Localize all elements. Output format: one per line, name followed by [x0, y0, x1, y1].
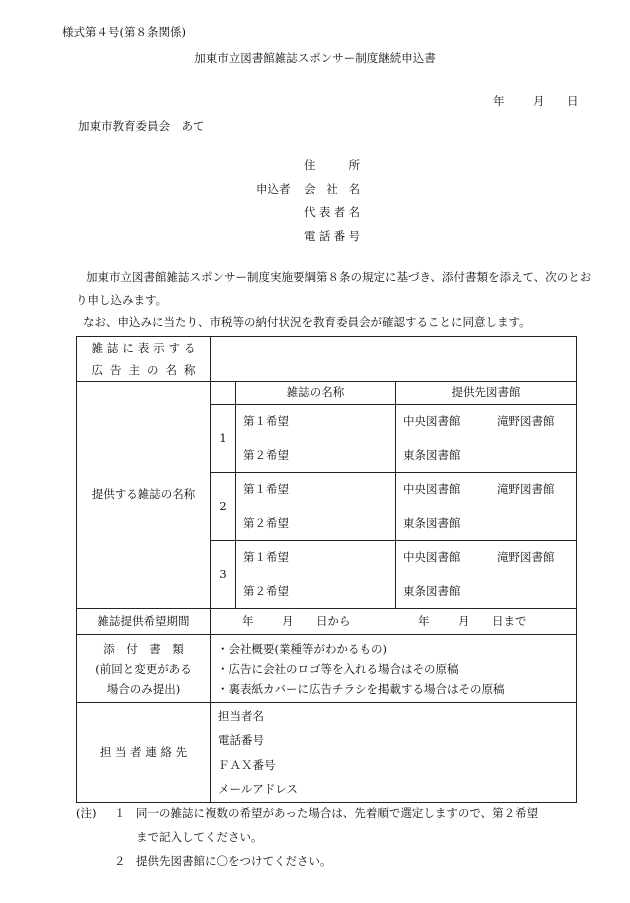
note-number: １ [114, 806, 126, 820]
group-number: 2 [211, 473, 236, 541]
library-choice[interactable]: 中央図書館 滝野図書館 [396, 405, 577, 439]
number-header-cell [211, 382, 236, 405]
library-choice[interactable]: 東条図書館 [396, 575, 577, 609]
document-title: 加東市立図書館雑誌スポンサー制度継続申込書 [194, 51, 436, 65]
group-number: 3 [211, 541, 236, 609]
library-choice[interactable]: 東条図書館 [396, 507, 577, 541]
date-year: 年 [493, 94, 505, 108]
date-day: 日 [567, 94, 579, 108]
library-choice[interactable]: 中央図書館 滝野図書館 [396, 541, 577, 575]
attachment-item: ・広告に会社のロゴ等を入れる場合はその原稿 [217, 661, 459, 676]
contact-fax-field[interactable]: ＦＡＸ番号 [218, 757, 276, 772]
choice-field[interactable]: 第２希望 [236, 439, 396, 473]
attachment-item: ・裏表紙カバーに広告チラシを掲載する場合はその原稿 [217, 681, 505, 696]
contact-email-field[interactable]: メールアドレス [218, 782, 298, 796]
date-line [493, 96, 579, 108]
attachment-item: ・会社概要(業種等がわかるもの) [217, 641, 387, 656]
applicant-block [256, 160, 360, 254]
library-choice[interactable]: 中央図書館 滝野図書館 [396, 473, 577, 507]
attachments-list [211, 635, 577, 703]
choice-field[interactable]: 第２希望 [236, 507, 396, 541]
attachments-label: 添 付 書 類 (前回と変更がある 場合のみ提出) [77, 635, 211, 703]
period-label: 雑誌提供希望期間 [77, 609, 211, 635]
applicant-role-label: 申込者 [256, 181, 291, 196]
notes-mark: (注) [76, 806, 97, 820]
magazine-label: 提供する雑誌の名称 [77, 382, 211, 609]
group-number: 1 [211, 405, 236, 473]
contact-phone-field[interactable]: 電話番号 [218, 733, 264, 747]
col-magazine-header: 雑誌の名称 [236, 382, 396, 405]
advertiser-label: 雑誌に表示する 広告主の名称 [77, 337, 211, 382]
applicant-representative-label: 代表者名 [304, 205, 360, 219]
col-library-header: 提供先図書館 [396, 382, 577, 405]
notes-block [76, 808, 538, 880]
choice-field[interactable]: 第２希望 [236, 575, 396, 609]
choice-field[interactable]: 第１希望 [236, 405, 396, 439]
addressee: 加東市教育委員会 あて [78, 119, 205, 133]
choice-field[interactable]: 第１希望 [236, 473, 396, 507]
note-text: 提供先図書館に〇をつけてください。 [136, 854, 332, 868]
applicant-company-label: 会 社 名 [304, 181, 360, 196]
period-field[interactable]: 年 月 日から 年 月 日まで [211, 609, 577, 635]
note-text-continued: まで記入してください。 [136, 830, 263, 844]
application-table [76, 336, 577, 803]
consent-paragraph: なお、申込みに当たり、市税等の納付状況を教育委員会が確認することに同意します。 [83, 315, 531, 329]
form-number: 様式第４号(第８条関係) [62, 25, 186, 39]
applicant-phone-label: 電話番号 [304, 228, 360, 243]
date-month: 月 [533, 94, 545, 108]
statement-paragraph: 加東市立図書館雑誌スポンサー制度実施要綱第８条の規定に基づき、添付書類を添えて、次のとおり申し込みます。 [76, 270, 592, 307]
applicant-address-label: 住 所 [304, 158, 360, 172]
note-number: ２ [114, 854, 126, 868]
contact-label: 担 当 者 連 絡 先 [77, 703, 211, 803]
advertiser-name-field[interactable] [211, 337, 577, 382]
contact-person-field[interactable]: 担当者名 [218, 708, 264, 723]
contact-fields[interactable] [211, 703, 577, 803]
note-text: 同一の雑誌に複数の希望があった場合は、先着順で選定しますので、第２希望 [136, 806, 539, 820]
choice-field[interactable]: 第１希望 [236, 541, 396, 575]
library-choice[interactable]: 東条図書館 [396, 439, 577, 473]
